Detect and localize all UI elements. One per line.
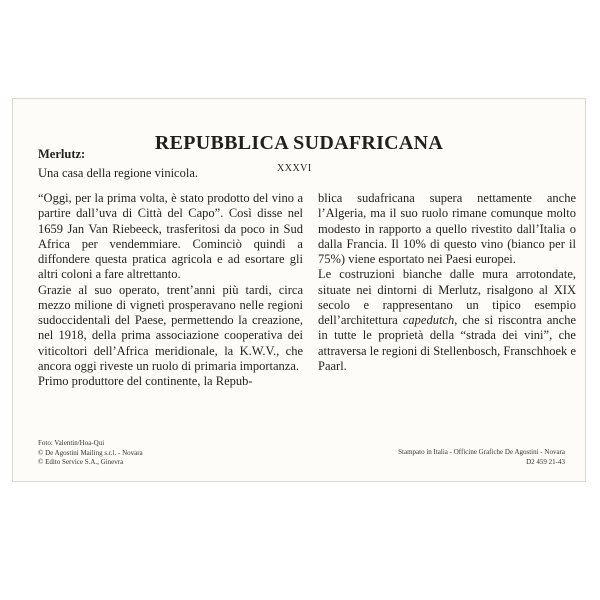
- copyright-line: © Edito Service S.A., Ginevra: [38, 458, 124, 466]
- postcard-back: [12, 98, 586, 482]
- photo-credit: Foto: Valentin/Hoa-Qui: [38, 439, 105, 447]
- copyright-line: © De Agostini Mailing s.r.l. - Novara: [38, 448, 143, 457]
- paragraph: [318, 267, 576, 374]
- text-column-left: [38, 191, 303, 389]
- paragraph-text: , che si riscontra anche in tutte le proprietà della “strada dei vini”, che attraversa le regioni di Stellenbosch, Franschhoek e Paarl.: [318, 313, 576, 373]
- paragraph-text: Le costruzioni bianche dalle mura arrotondate, situate nei dintorni di Merlutz, risalgono al XIX secolo e rappresentano un tipico esempio dell’architettura: [318, 267, 576, 327]
- paragraph: Grazie al suo operato, trent’anni più tardi, circa mezzo milione di vigneti prosperavano nelle regioni sudoccidentali del Paese, permettendo la creazione, nel 1918, della prima associazione cooperativa dei viticoltori dell’Africa meridionale, la K.W.V., che ancora oggi riveste un ruolo di primaria importanza.: [38, 282, 303, 373]
- text-column-right: [318, 191, 576, 374]
- italic-term: capedutch: [402, 313, 455, 327]
- paragraph: Primo produttore del continente, la Repub-: [38, 374, 253, 388]
- paragraph: blica sudafricana supera nettamente anche l’Algeria, ma il suo ruolo rimane comunque molto modesto in rapporto a quello rivestito dall’Italia o dalla Francia. Il 10% di questo vino (bianco per il 75%) viene esportato nei Paesi europei.: [318, 191, 576, 266]
- plate-number: XXXVI: [277, 163, 312, 174]
- footer-printer: [398, 448, 565, 467]
- paragraph: “Oggi, per la prima volta, è stato prodotto del vino a partire dall’uva di Città del Capo”. Così disse nel 1659 Jan Van Riebeeck, trasferitosi da poco in Sud Africa per vendemmiare. Cominciò quindi a diffondere questa pratica agricola e ad esortare gli altri coloni a fare altrettanto.: [38, 191, 303, 282]
- printer-line: Stampato in Italia - Officine Grafiche De Agostini - Novara: [398, 448, 565, 456]
- place-name: Merlutz:: [38, 147, 86, 161]
- card-title: REPUBBLICA SUDAFRICANA: [154, 132, 444, 154]
- catalog-code: D2 459 21-43: [526, 457, 565, 466]
- footer-credits: [38, 439, 143, 468]
- photo-caption: Una casa della regione vinicola.: [38, 166, 198, 180]
